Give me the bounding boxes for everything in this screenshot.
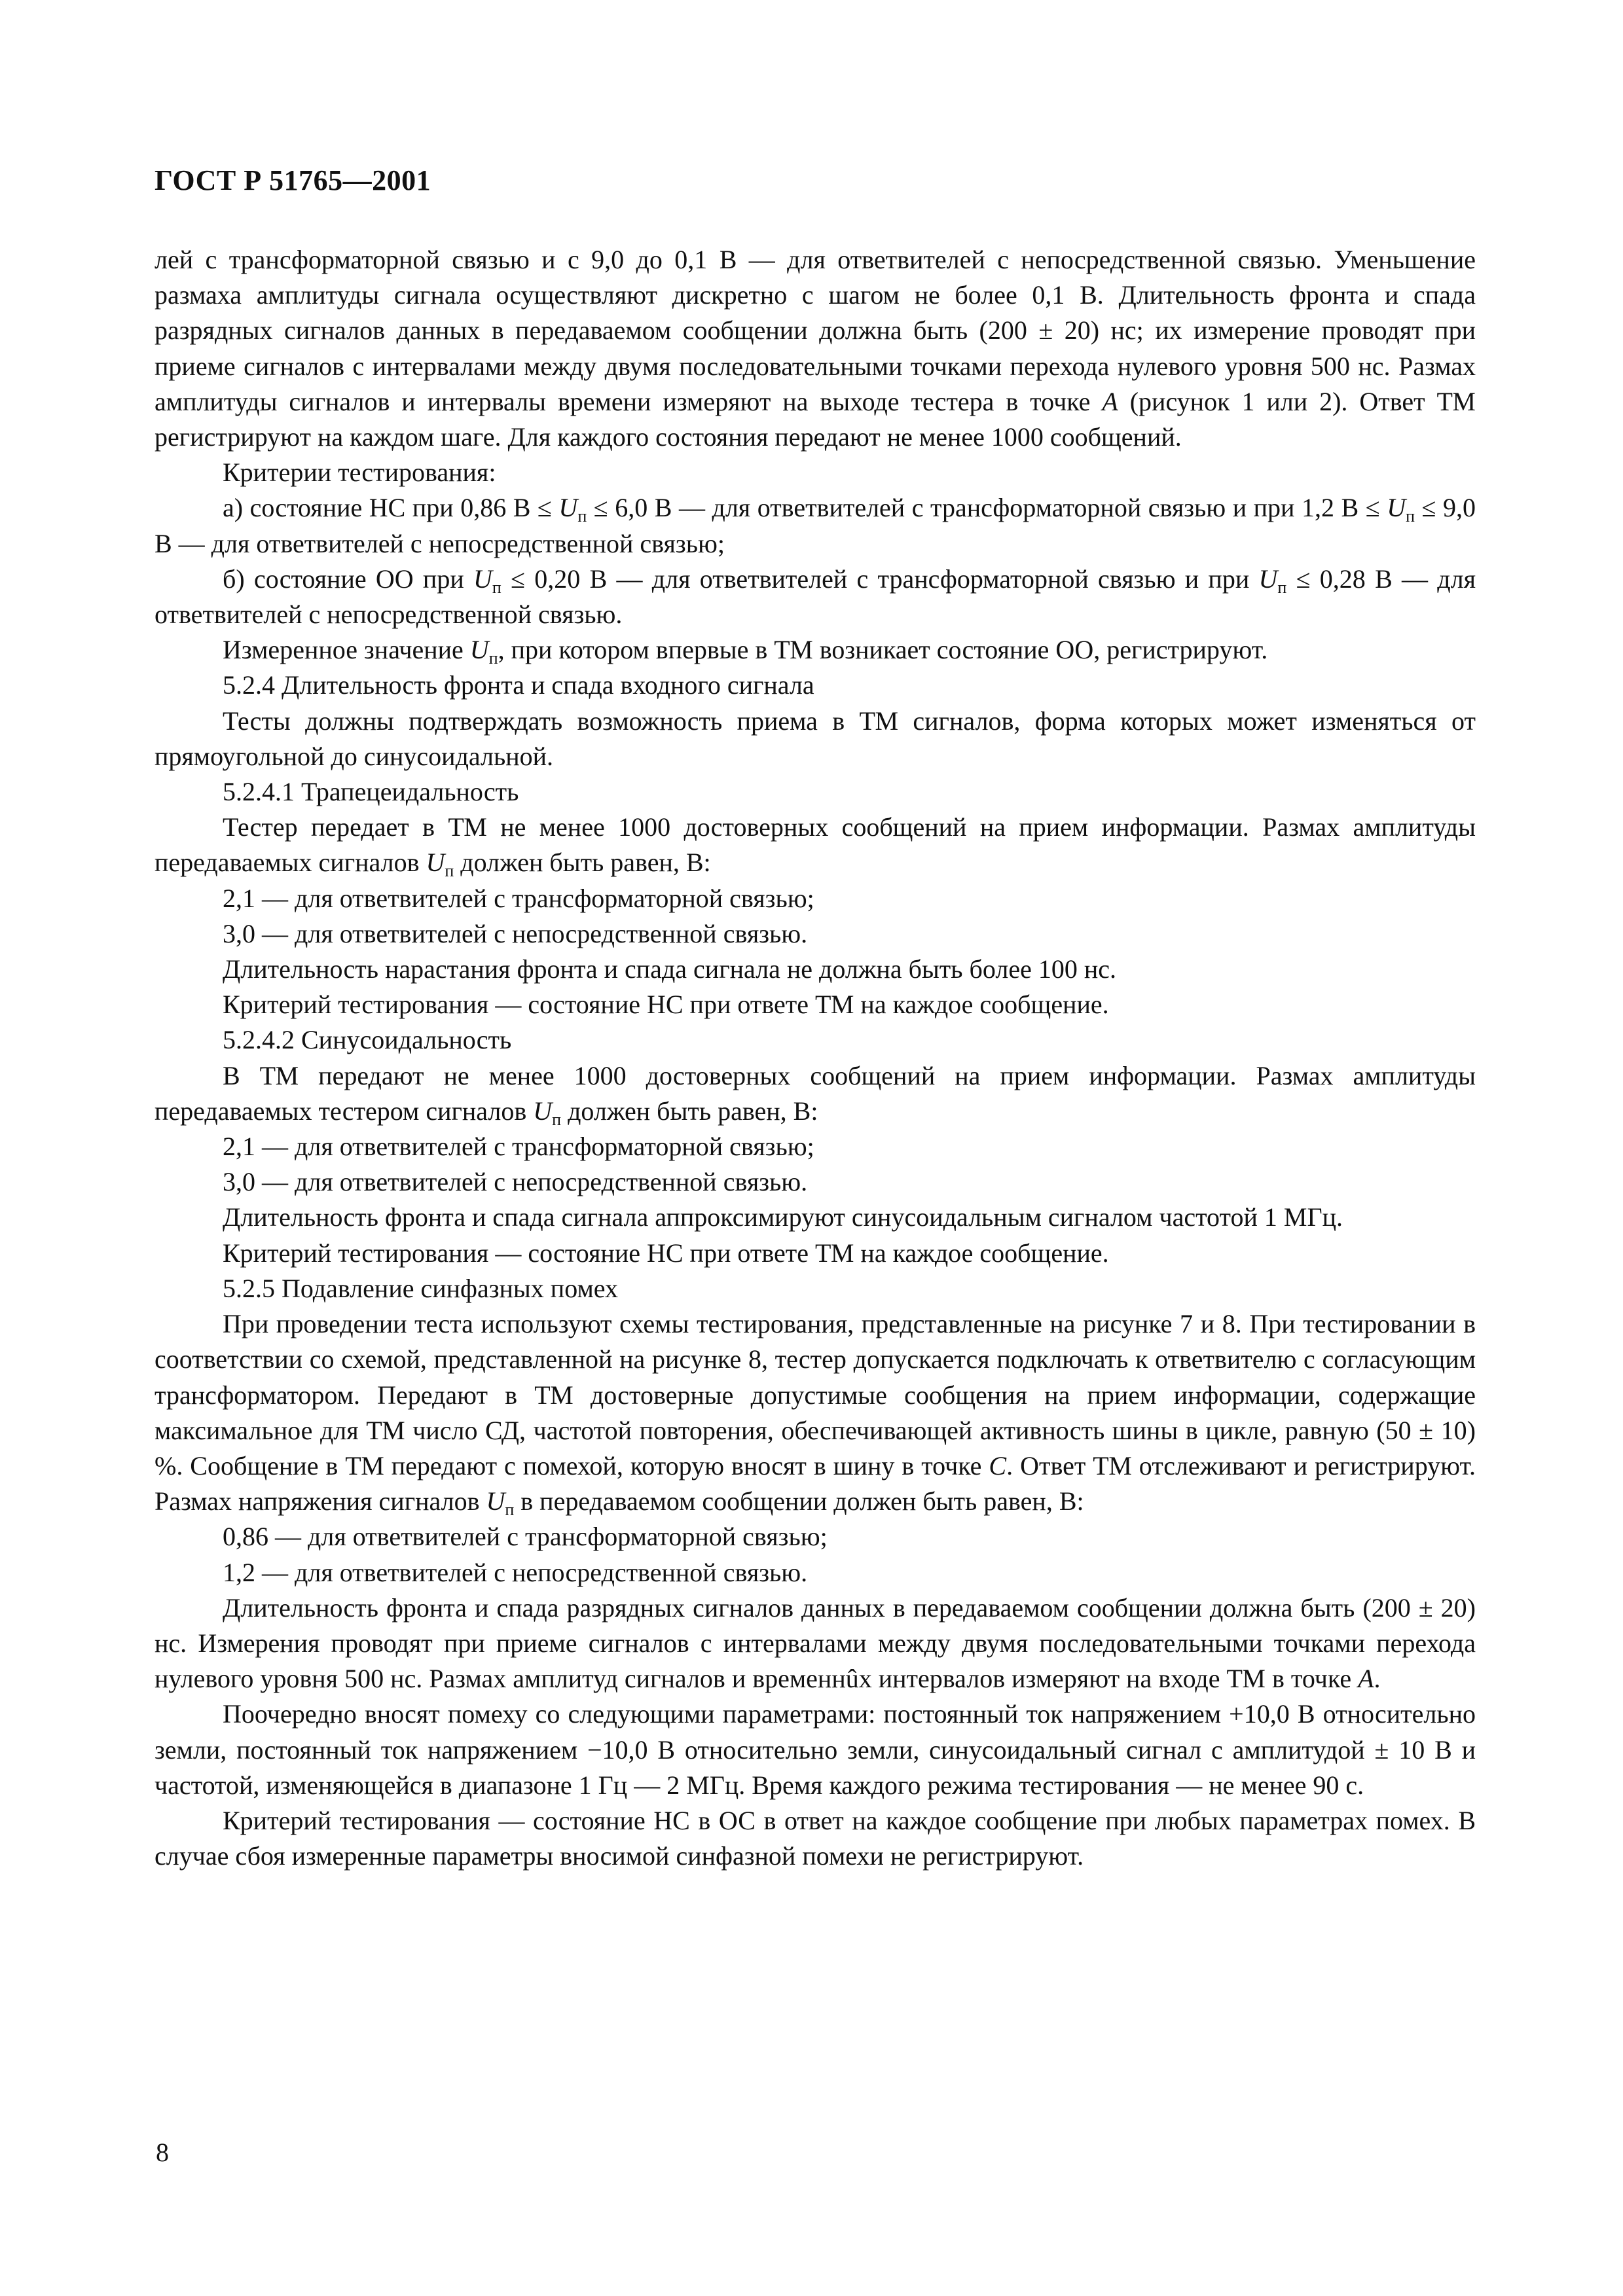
document-body: [155, 242, 1476, 1874]
paragraph-criterion: Критерий тестирования — состояние НС при ответе ТМ на каждое сообщение.: [223, 990, 1109, 1020]
page-number: 8: [156, 2138, 169, 2167]
paragraph-common-mode: При проведении теста используют схемы тестирования, представленные на рисунке 7 и 8. При тестировании в соответствии со схемой, представленной на рисунке 8, тестер допускается подключать к ответвителю с согласующим трансформатором. Передают в ТМ достоверные допустимые сообщения на прием информации, содержащие максимальное для ТМ число СД, частотой повторения, обеспечивающей активность шины в цикле, равную (50 ± 10) %. Сообщение в ТМ передают с помехой, которую вносят в шину в точке С. Ответ ТМ отслеживают и регистрируют. Размах напряжения сигналов $U_п$ в передаваемом сообщении должен быть равен, В:: [155, 1309, 1476, 1520]
paragraph-interference: Поочередно вносят помеху со следующими параметрами: постоянный ток напряжением +10,0 В относительно земли, постоянный ток напряжением −10,0 В относительно земли, синусоидальный сигнал с амплитудой ± 10 В и частотой, изменяющейся в диапазоне 1 Гц — 2 МГц. Время каждого режима тестирования — не менее 90 с.: [155, 1699, 1476, 1800]
paragraph-rise-time: Длительность нарастания фронта и спада сигнала не должна быть более 100 нс.: [223, 954, 1116, 984]
list-item: 1,2 — для ответвителей с непосредственной связью.: [223, 1557, 808, 1587]
document-header: ГОСТ Р 51765—2001: [155, 164, 431, 196]
paragraph-edge-duration: Длительность фронта и спада разрядных сигналов данных в передаваемом сообщении должна быть (200 ± 20) нс. Измерения проводят при приеме сигналов с интервалами между двумя последовательными точками перехода нулевого уровня 500 нс. Размах амплитуд сигналов и временнûх интервалов измеряют на входе ТМ в точке А.: [155, 1592, 1476, 1694]
paragraph-approximation: Длительность фронта и спада сигнала аппроксимируют синусоидальным сигналом частотой 1 МГц.: [223, 1202, 1343, 1232]
list-item: 2,1 — для ответвителей с трансформаторной связью;: [223, 883, 814, 913]
symbol-u: U: [473, 564, 492, 594]
list-item: 0,86 — для ответвителей с трансформаторной связью;: [223, 1522, 828, 1552]
symbol-u: U: [533, 1096, 553, 1126]
section-heading-5-2-4-2: 5.2.4.2 Синусоидальность: [223, 1025, 512, 1055]
paragraph-continuation: лей с трансформаторной связью и с 9,0 до 0,1 В — для ответвителей с непосредственной связью. Уменьшение размаха амплитуды сигнала осуществляют дискретно с шагом не более 0,1 В. Длительность фронта и спада разрядных сигналов данных в передаваемом сообщении должна быть (200 ± 20) нс; их измерение проводят при приеме сигналов с интервалами между двумя последовательными точками перехода нулевого уровня 500 нс. Размах амплитуды сигналов и интервалы времени измеряют на выходе тестера в точке А (рисунок 1 или 2). Ответ ТМ регистрируют на каждом шаге. Для каждого состояния передают не менее 1000 сообщений.: [155, 245, 1476, 452]
point-label: С: [989, 1450, 1007, 1480]
section-heading-5-2-4: 5.2.4 Длительность фронта и спада входного сигнала: [223, 670, 814, 700]
criterion-a: а) состояние НС при 0,86 $В \le U_п \le 6,0$ В — для ответвителей с трансформаторной связью и при 1,2 $В \le U_п \le 9,0$ В — для ответвителей с непосредственной связью;: [155, 493, 1476, 558]
symbol-u: U: [1258, 564, 1278, 594]
paragraph-sinusoidal: В ТМ передают не менее 1000 достоверных сообщений на прием информации. Размах амплитуды передаваемых тестером сигналов $U_п$ должен быть равен, В:: [155, 1060, 1476, 1129]
section-heading-5-2-5: 5.2.5 Подавление синфазных помех: [223, 1273, 618, 1303]
symbol-u: U: [486, 1486, 505, 1516]
paragraph-trapezoid: Тестер передает в ТМ не менее 1000 достоверных сообщений на прием информации. Размах амплитуды передаваемых сигналов $U_п$ должен быть равен, В:: [155, 812, 1476, 881]
symbol-u: U: [1387, 493, 1406, 523]
list-item: 2,1 — для ответвителей с трансформаторной связью;: [223, 1132, 814, 1162]
symbol-u: U: [469, 635, 489, 665]
point-label: А: [1102, 386, 1118, 416]
symbol-u: U: [426, 848, 445, 878]
list-item: 3,0 — для ответвителей с непосредственной связью.: [223, 918, 808, 948]
paragraph-criterion: Критерий тестирования — состояние НС при ответе ТМ на каждое сообщение.: [223, 1238, 1109, 1268]
section-heading-5-2-4-1: 5.2.4.1 Трапецеидальность: [223, 777, 519, 807]
paragraph-final-criterion: Критерий тестирования — состояние НС в ОС в ответ на каждое сообщение при любых параметрах помех. В случае сбоя измеренные параметры вносимой синфазной помехи не регистрируют.: [155, 1805, 1476, 1871]
symbol-u: U: [558, 493, 578, 523]
paragraph-tests: Тесты должны подтверждать возможность приема в ТМ сигналов, форма которых может изменяться от прямоугольной до синусоидальной.: [155, 706, 1476, 771]
criteria-heading: Критерии тестирования:: [223, 457, 496, 488]
list-item: 3,0 — для ответвителей с непосредственной связью.: [223, 1167, 808, 1197]
point-label: А: [1358, 1664, 1374, 1694]
criterion-b: б) состояние ОО при $U_п \le 0,20$ В — для ответвителей с трансформаторной связью и при $U_п \le 0,28$ В — для ответвителей с непосредственной связью.: [155, 564, 1476, 630]
paragraph-measured-value: Измеренное значение $U_п$, при котором впервые в ТМ возникает состояние ОО, регистрируют.: [223, 635, 1268, 668]
